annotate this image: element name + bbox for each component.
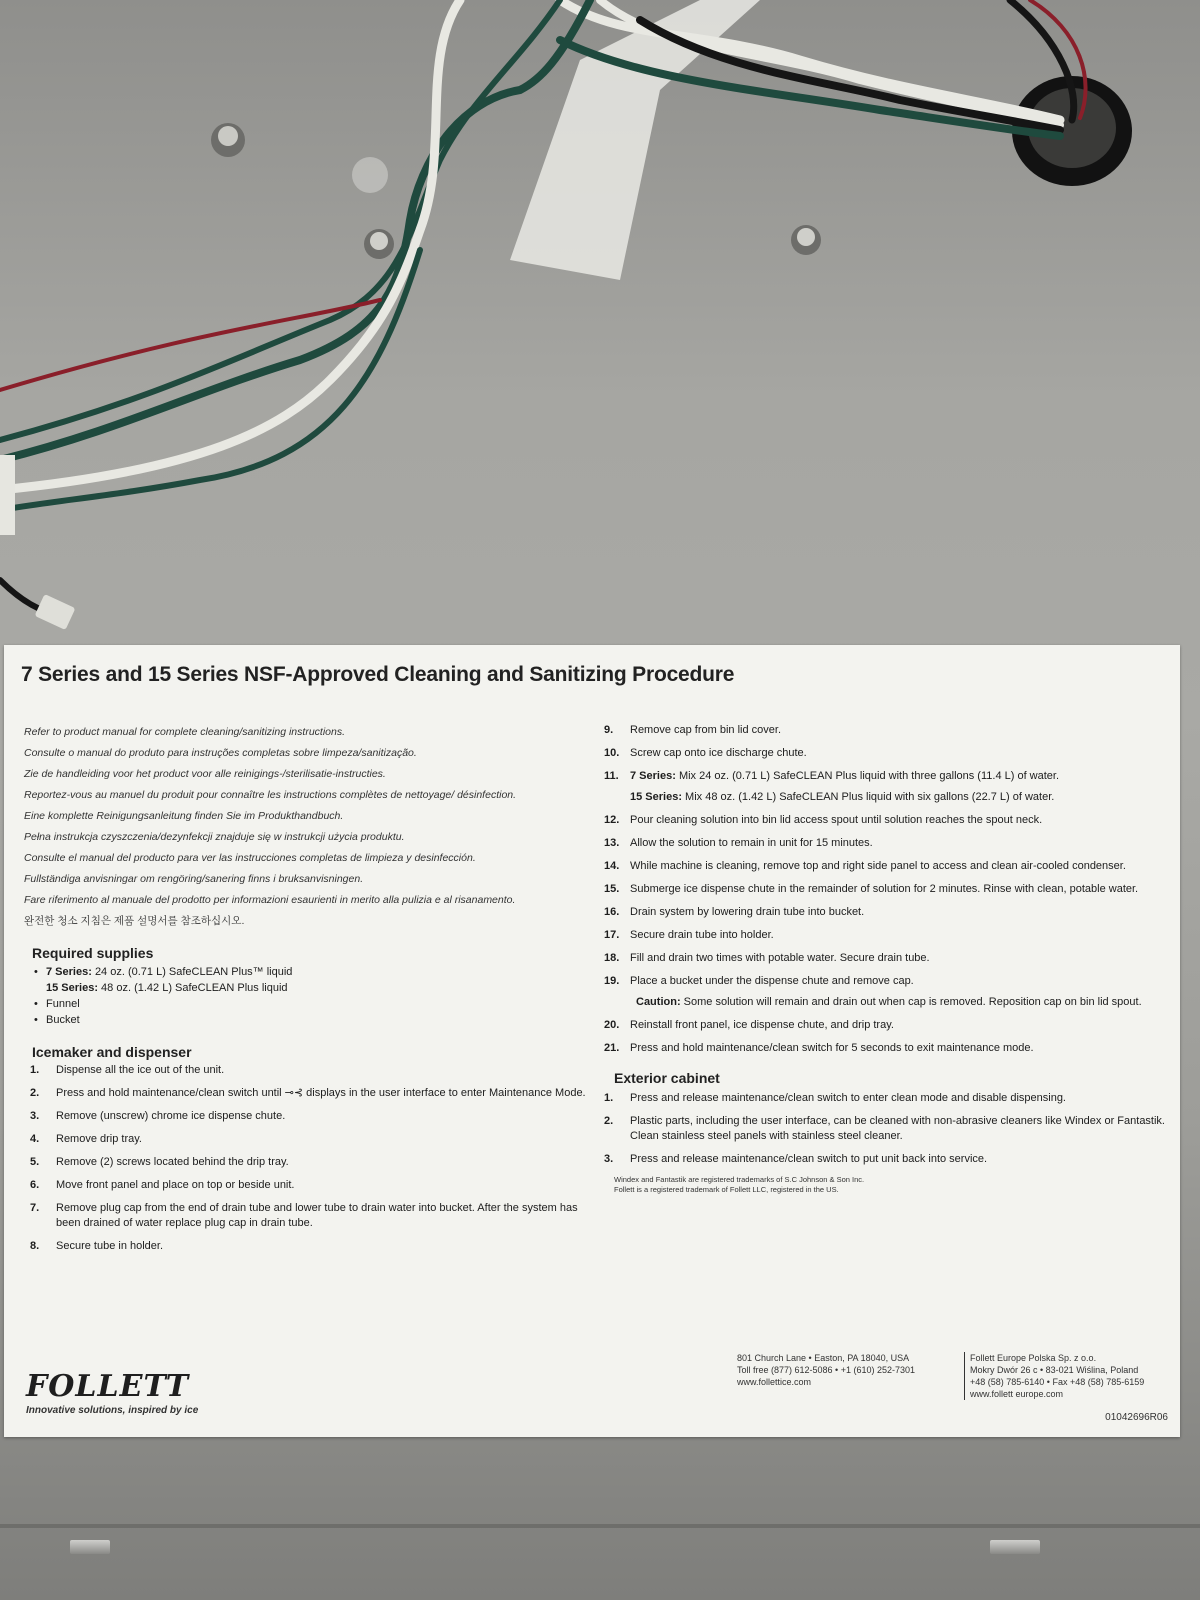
supply-item-bucket: • Bucket <box>32 1012 594 1028</box>
step-item: 17. Secure drain tube into holder. <box>604 929 774 941</box>
trademark-note: Windex and Fantastik are registered trademarks of S.C Johnson & Son Inc. Follett is a registered trademark of Follett LLC, registered in the US. <box>614 1175 865 1194</box>
small-connector <box>35 594 76 630</box>
panel-hinge-right <box>990 1540 1040 1554</box>
supplies-heading: Required supplies <box>32 945 154 961</box>
step-item: 7. Remove plug cap from the end of drain tube and lower tube to drain water into bucket. After the system has been drained of water replace plug cap in drain tube. <box>30 1202 578 1229</box>
refer-line: Reportez-vous au manuel du produit pour connaître les instructions complètes de nettoyage/ désinfection. <box>24 789 517 801</box>
bolt-2 <box>364 229 394 259</box>
step-item: 12. Pour cleaning solution into bin lid access spout until solution reaches the spout neck. <box>604 814 1043 826</box>
bolt-1 <box>211 123 245 157</box>
panel-hinge-left <box>70 1540 110 1554</box>
wire-harness <box>0 0 1086 615</box>
supply-item-15-series: 15 Series: 48 oz. (1.42 L) SafeCLEAN Plus liquid <box>46 982 288 994</box>
step-item: 13. Allow the solution to remain in unit for 15 minutes. <box>604 837 873 849</box>
step-item: 3. Press and release maintenance/clean switch to put unit back into service. <box>604 1153 988 1165</box>
cleaning-steps <box>604 723 1174 1056</box>
step-item: 2. Press and hold maintenance/clean switch until ⊸⊰ displays in the user interface to enter Maintenance Mode. <box>30 1087 586 1099</box>
bolt-3 <box>791 225 821 255</box>
wire-connector <box>0 455 15 535</box>
exterior-steps <box>604 1091 1174 1167</box>
part-number: 01042696R06 <box>1105 1412 1168 1423</box>
step-item: 1. Dispense all the ice out of the unit. <box>30 1064 225 1076</box>
supply-item-funnel: • Funnel <box>32 996 594 1012</box>
refer-line: Zie de handleiding voor het product voor alle reinigings-/sterilisatie-instructies. <box>24 768 386 780</box>
step-item: 11. 7 Series: Mix 24 oz. (0.71 L) SafeCLEAN Plus liquid with three gallons (11.4 L) of water. 15 Series: Mix 48 oz. (1.42 L) SafeCLEAN Plus liquid with six gallons (22.7 L) of water. <box>604 769 1174 805</box>
supply-item-7-series: • 7 Series: 24 oz. (0.71 L) SafeCLEAN Plus™ liquid <box>32 964 594 980</box>
refer-line: Pełna instrukcja czyszczenia/dezynfekcji znajduje się w instrukcji użycia produktu. <box>24 831 405 843</box>
step-item: 16. Drain system by lowering drain tube into bucket. <box>604 906 865 918</box>
follett-logo <box>26 1371 198 1416</box>
refer-line: Consulte o manual do produto para instruções completas sobre limpeza/sanitização. <box>24 747 417 759</box>
refer-line: Refer to product manual for complete cleaning/sanitizing instructions. <box>24 726 345 738</box>
step-item: 6. Move front panel and place on top or beside unit. <box>30 1179 295 1191</box>
caution-note: Caution: Some solution will remain and drain out when cap is removed. Reposition cap on bin lid spout. <box>636 996 1142 1008</box>
step-item: 3. Remove (unscrew) chrome ice dispense chute. <box>30 1110 286 1122</box>
address-usa: 801 Church Lane • Easton, PA 18040, USA Toll free (877) 612-5086 • +1 (610) 252-7301 www.follettice.com <box>737 1353 916 1387</box>
step-item: 8. Secure tube in holder. <box>30 1240 164 1252</box>
icemaker-steps <box>30 1063 594 1254</box>
refer-line: Consulte el manual del producto para ver las instrucciones completas de limpieza y desinfección. <box>24 852 476 864</box>
step-item: 19. Place a bucket under the dispense chute and remove cap. Caution: Some solution will remain and drain out when cap is removed. Reposition cap on bin lid spout. <box>604 974 1174 1010</box>
step-item: 15. Submerge ice dispense chute in the remainder of solution for 2 minutes. Rinse with clean, potable water. <box>604 883 1139 895</box>
cleaning-procedure-label <box>4 645 1180 1437</box>
right-column <box>604 723 1174 1195</box>
refer-line: Fare riferimento al manuale del prodotto per informazioni esaurienti in merito alla pulizia e al risanamento. <box>24 894 516 906</box>
logo-tagline: Innovative solutions, inspired by ice <box>26 1405 199 1416</box>
logo-wordmark: FOLLETT <box>26 1369 190 1404</box>
refer-line-korean: 완전한 청소 지침은 제품 설명서를 참조하십시오. <box>24 915 245 927</box>
supplies-list <box>32 964 594 1028</box>
step-item: 4. Remove drip tray. <box>30 1133 142 1145</box>
refer-line: Eine komplette Reinigungsanleitung finden Sie im Produkthandbuch. <box>24 810 344 822</box>
step-extra-15-series: 15 Series: Mix 48 oz. (1.42 L) SafeCLEAN Plus liquid with six gallons (22.7 L) of water. <box>630 791 1055 803</box>
label-title: 7 Series and 15 Series NSF-Approved Cleaning and Sanitizing Procedure <box>21 663 735 686</box>
step-item: 2. Plastic parts, including the user interface, can be cleaned with non-abrasive cleaners like Windex or Fantastik. Clean stainless steel panels with stainless steel cleaner. <box>604 1115 1165 1142</box>
icemaker-heading: Icemaker and dispenser <box>32 1044 192 1060</box>
step-item: 21. Press and hold maintenance/clean switch for 5 seconds to exit maintenance mode. <box>604 1042 1034 1054</box>
step-item: 14. While machine is cleaning, remove top and right side panel to access and clean air-cooled condenser. <box>604 860 1126 872</box>
refer-instructions <box>24 725 594 929</box>
step-item: 20. Reinstall front panel, ice dispense chute, and drip tray. <box>604 1019 894 1031</box>
step-item: 10. Screw cap onto ice discharge chute. <box>604 747 807 759</box>
step-item: 9. Remove cap from bin lid cover. <box>604 724 782 736</box>
address-europe: Follett Europe Polska Sp. z o.o. Mokry Dwór 26 c • 83-021 Wiślina, Poland +48 (58) 785-6140 • Fax +48 (58) 785-6159 www.follett europe.com <box>964 1352 1195 1400</box>
step-item: 5. Remove (2) screws located behind the drip tray. <box>30 1156 289 1168</box>
exterior-heading: Exterior cabinet <box>614 1070 720 1086</box>
refer-line: Fullständiga anvisningar om rengöring/sanering finns i bruksanvisningen. <box>24 873 364 885</box>
left-column <box>24 725 594 1262</box>
step-item: 1. Press and release maintenance/clean switch to enter clean mode and disable dispensing. <box>604 1092 1066 1104</box>
step-item: 18. Fill and drain two times with potable water. Secure drain tube. <box>604 952 930 964</box>
